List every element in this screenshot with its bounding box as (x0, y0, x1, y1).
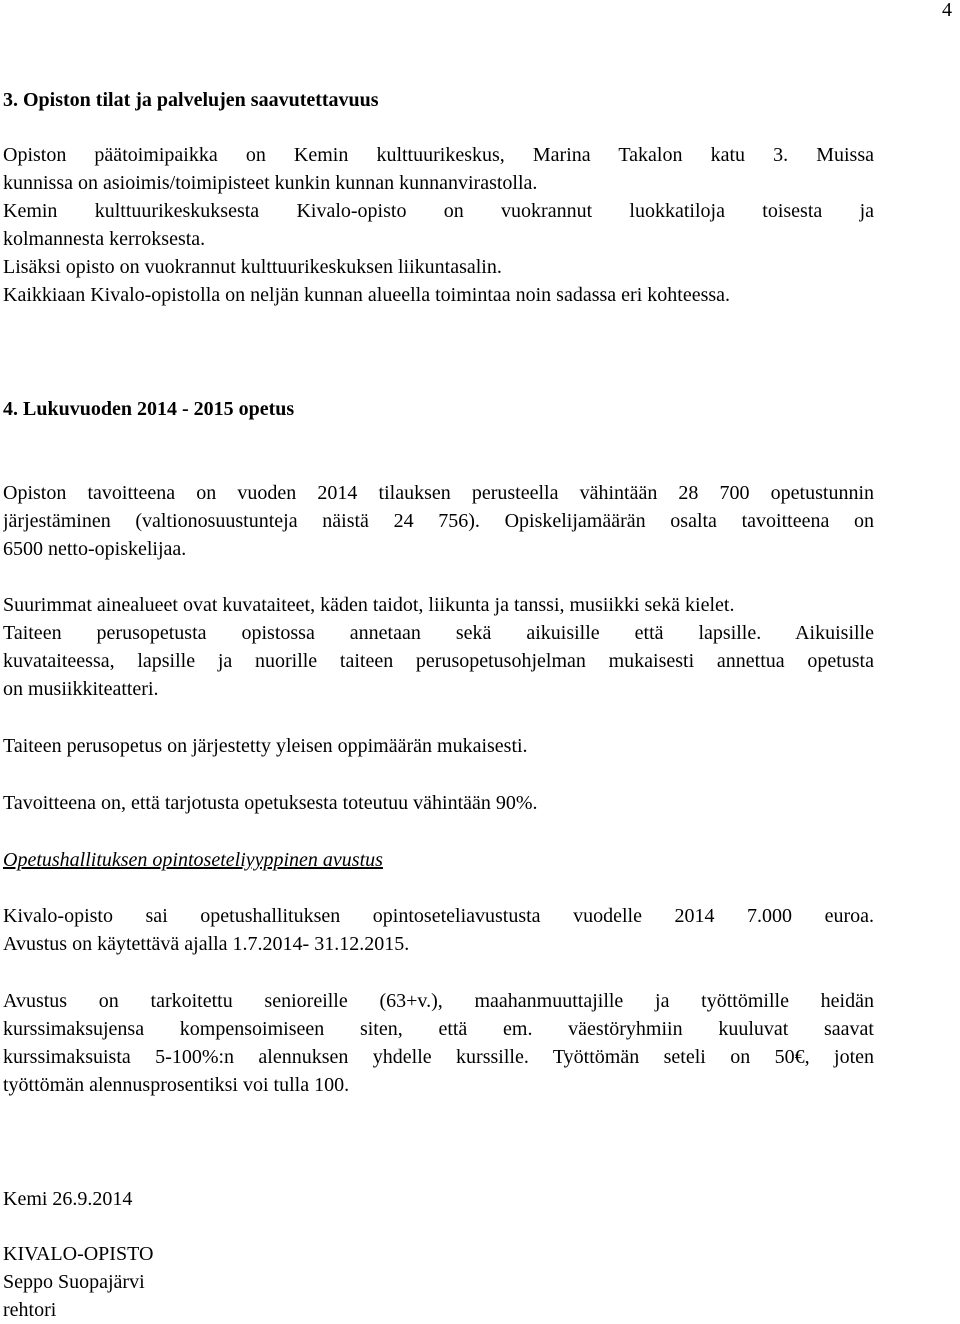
text-line: Opiston tavoitteena on vuoden 2014 tilauksen perusteella vähintään 28 700 opetustunnin (3, 482, 874, 504)
signer-name: Seppo Suopajärvi (3, 1271, 145, 1293)
text-line: Tavoitteena on, että tarjotusta opetuksesta toteutuu vähintään 90%. (3, 792, 538, 814)
text-line: kolmannesta kerroksesta. (3, 228, 206, 250)
section-3-heading: 3. Opiston tilat ja palvelujen saavutettavuus (3, 89, 379, 111)
text-line: Lisäksi opisto on vuokrannut kulttuurikeskuksen liikuntasalin. (3, 256, 502, 278)
text-line: kunnissa on asioimis/toimipisteet kunkin kunnan kunnanvirastolla. (3, 172, 538, 194)
text-line: Opiston päätoimipaikka on Kemin kulttuurikeskus, Marina Takalon katu 3. Muissa (3, 144, 874, 166)
page-number: 4 (942, 0, 952, 21)
section-4-paragraph-2 (3, 591, 874, 703)
subsidy-paragraph-1 (3, 902, 874, 958)
section-4-paragraph-4 (3, 789, 874, 817)
text-line: Kivalo-opisto sai opetushallituksen opintoseteliavustusta vuodelle 2014 7.000 euroa. (3, 905, 874, 927)
text-line: Avustus on tarkoitettu senioreille (63+v.), maahanmuuttajille ja työttömille heidän (3, 990, 874, 1012)
text-line: kurssimaksujensa kompensoimiseen siten, että em. väestöryhmiin kuuluvat saavat (3, 1018, 874, 1040)
text-line: työttömän alennusprosentiksi voi tulla 100. (3, 1074, 350, 1096)
text-line: 6500 netto-opiskelijaa. (3, 538, 187, 560)
text-line: kuvataiteessa, lapsille ja nuorille taiteen perusopetusohjelman mukaisesti annettua opetusta (3, 650, 874, 672)
text-line: Kemin kulttuurikeskuksesta Kivalo-opisto on vuokrannut luokkatiloja toisesta ja (3, 200, 874, 222)
section-4-paragraph-1 (3, 479, 874, 563)
section-4-paragraph-3 (3, 732, 874, 760)
organization-name: KIVALO-OPISTO (3, 1243, 154, 1265)
text-line: Taiteen perusopetusta opistossa annetaan sekä aikuisille että lapsille. Aikuisille (3, 622, 874, 644)
text-line: Kaikkiaan Kivalo-opistolla on neljän kunnan alueella toimintaa noin sadassa eri kohteessa. (3, 284, 731, 306)
place-date: Kemi 26.9.2014 (3, 1188, 133, 1210)
text-line: Avustus on käytettävä ajalla 1.7.2014- 31.12.2015. (3, 933, 410, 955)
text-line: Suurimmat ainealueet ovat kuvataiteet, käden taidot, liikunta ja tanssi, musiikki sekä kielet. (3, 594, 735, 616)
text-line: Taiteen perusopetus on järjestetty yleisen oppimäärän mukaisesti. (3, 735, 528, 757)
section-3-paragraph (3, 141, 874, 309)
signer-title: rehtori (3, 1299, 57, 1321)
text-line: on musiikkiteatteri. (3, 678, 159, 700)
subsidy-heading: Opetushallituksen opintoseteliyyppinen avustus (3, 849, 383, 871)
subsidy-paragraph-2 (3, 987, 874, 1099)
text-line: kurssimaksuista 5-100%:n alennuksen yhdelle kurssille. Työttömän seteli on 50€, joten (3, 1046, 874, 1068)
section-4-heading: 4. Lukuvuoden 2014 - 2015 opetus (3, 398, 295, 420)
text-line: järjestäminen (valtionosuustunteja näistä 24 756). Opiskelijamäärän osalta tavoitteena on (3, 510, 874, 532)
